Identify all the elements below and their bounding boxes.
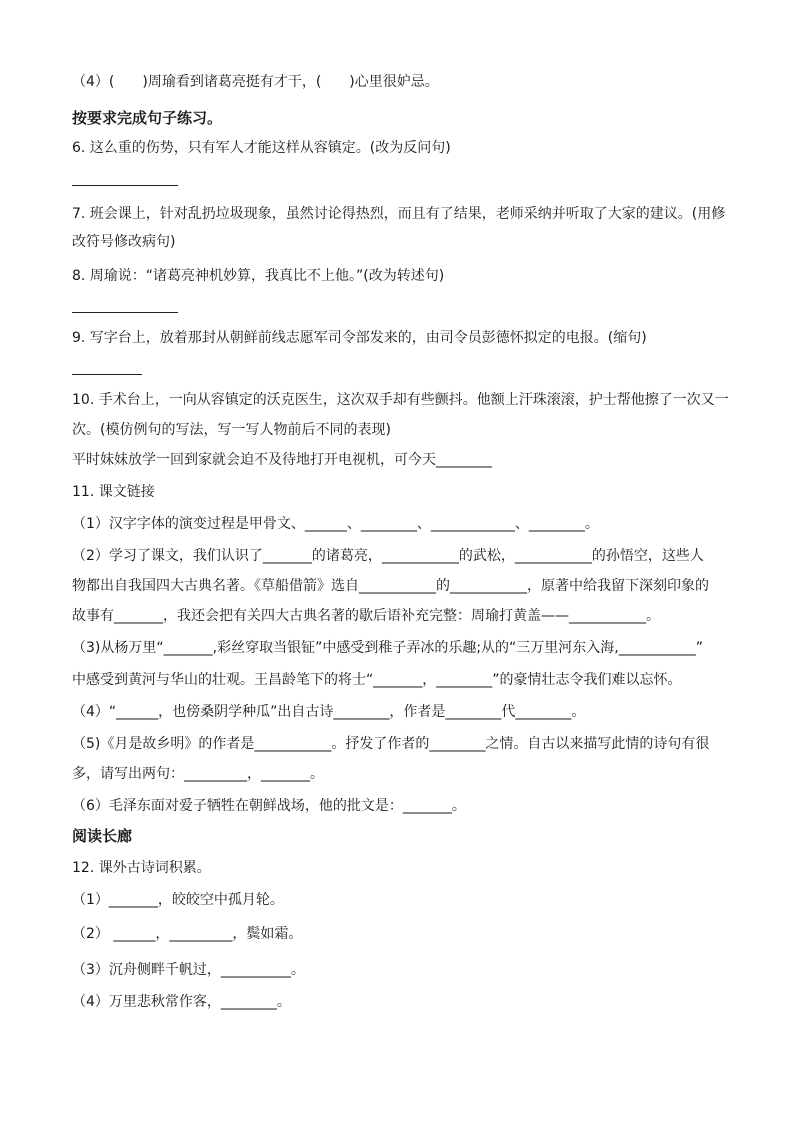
question-12-4: （4）万里悲秋常作客，________。 [72,994,291,1010]
question-12-3: （3）沉舟侧畔千帆过，__________。 [72,962,305,978]
question-12: 12. 课外古诗词积累。 [72,860,211,876]
answer-line-6[interactable] [72,184,178,186]
question-5-4: （4）( )周瑜看到诸葛亮挺有才干，( )心里很妒忌。 [72,74,439,90]
question-9: 9. 写字台上，放着那封从朝鲜前线志愿军司令部发来的，由司令员彭德怀拟定的电报。(缩句) [72,330,647,346]
question-7-line2: 改符号修改病句) [72,234,176,250]
section-heading-sentence-practice: 按要求完成句子练习。 [72,109,223,127]
question-11-2-line2: 物都出自我国四大古典名著。《草船借箭》选自___________的___________，原著中给我留下深刻印象的 [72,578,709,594]
question-11-2-line3: 故事有_______，我还会把有关四大古典名著的歇后语补充完整：周瑜打黄盖——___________。 [72,608,660,624]
question-11-5-line1: （5)《月是故乡明》的作者是___________。抒发了作者的________之情。自古以来描写此情的诗句有很 [72,736,710,752]
question-11-1: （1）汉字字体的演变过程是甲骨文、______、________、____________、________。 [72,516,599,532]
question-11-2-line1: （2）学习了课文，我们认识了_______的诸葛亮，___________的武松，___________的孙悟空，这些人 [72,548,704,564]
question-11: 11. 课文链接 [72,484,155,500]
question-11-3-line2: 中感受到黄河与华山的壮观。王昌龄笔下的将士“_______，________”的豪情壮志令我们难以忘怀。 [72,672,682,688]
question-10-line3: 平时妹妹放学一回到家就会迫不及待地打开电视机，可今天________ [72,452,492,468]
answer-line-9[interactable] [72,373,142,375]
question-12-1: （1）_______，皎皎空中孤月轮。 [72,892,284,908]
question-11-6: （6）毛泽东面对爱子牺牲在朝鲜战场，他的批文是：_______。 [72,798,466,814]
question-11-4: （4）“______，也傍桑阴学种瓜”出自古诗________，作者是________代________。 [72,704,586,720]
question-11-3-line1: （3)从杨万里“_______,彩丝穿取当银钲”中感受到稚子弄冰的乐趣;从的“三万里河东入海,___________” [72,640,703,656]
question-10-line1: 10. 手术台上，一向从容镇定的沃克医生，这次双手却有些颤抖。他额上汗珠滚滚，护士帮他擦了一次又一 [72,392,729,408]
question-12-2: （2） ______，_________，鬓如霜。 [72,926,303,942]
question-6: 6. 这么重的伤势，只有军人才能这样从容镇定。(改为反问句) [72,140,451,156]
question-7-line1: 7. 班会课上，针对乱扔垃圾现象，虽然讨论得热烈，而且有了结果，老师采纳并听取了大家的建议。(用修 [72,206,726,222]
section-heading-reading: 阅读长廊 [72,827,133,845]
answer-line-8[interactable] [72,311,178,313]
question-8: 8. 周瑜说：“诸葛亮神机妙算，我真比不上他。”(改为转述句) [72,268,445,284]
question-11-5-line2: 多，请写出两句：_________，_______。 [72,766,324,782]
question-10-line2: 次。(模仿例句的写法，写一写人物前后不同的表现) [72,422,391,438]
